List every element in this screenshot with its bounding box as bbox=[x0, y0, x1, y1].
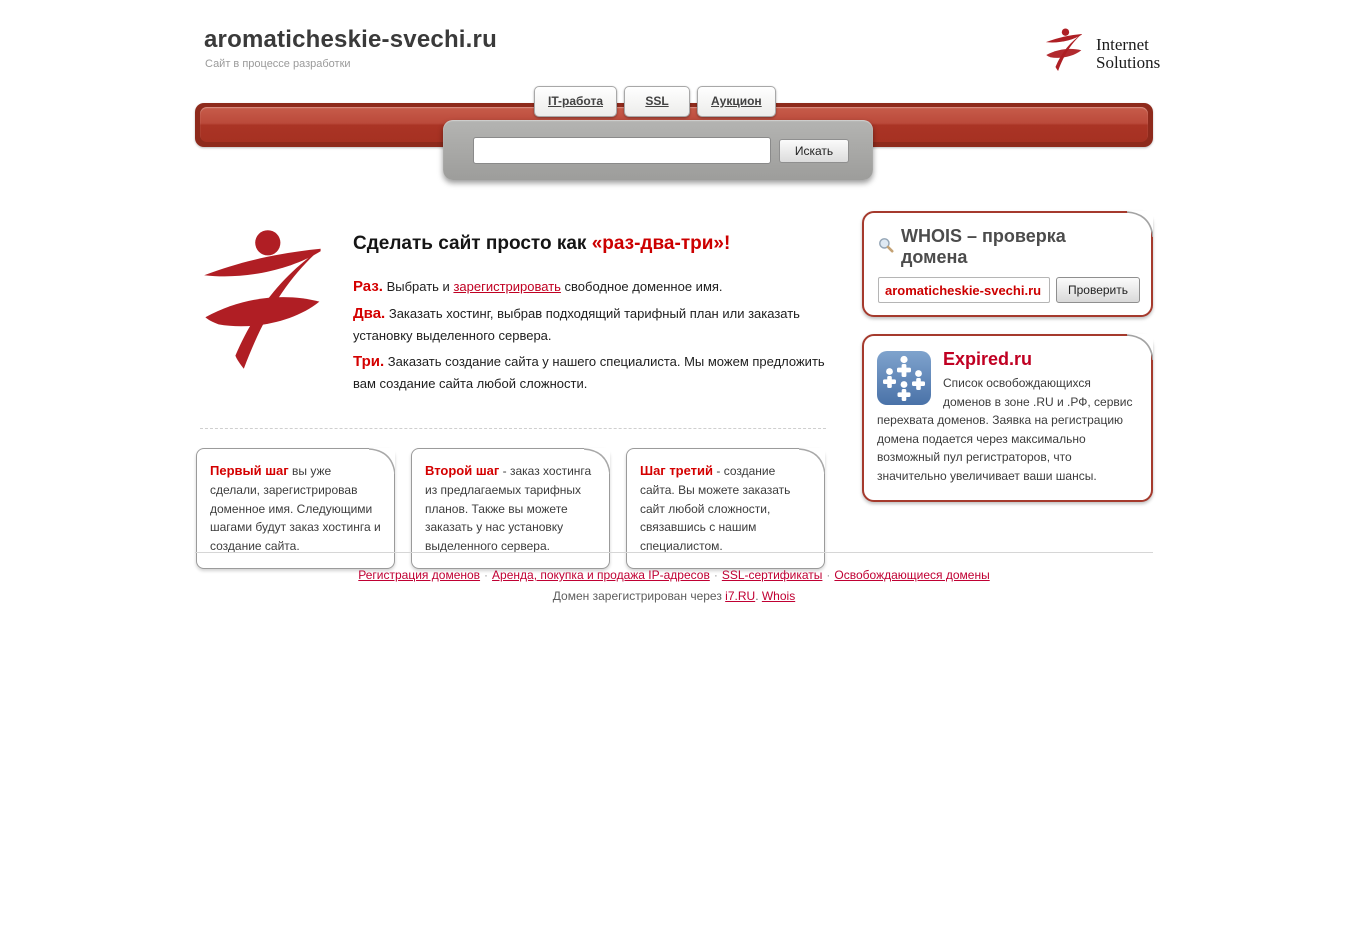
footer-link-domain-registration[interactable]: Регистрация доменов bbox=[358, 568, 481, 582]
footer-whois-link[interactable]: Whois bbox=[761, 589, 796, 603]
footer-link-ssl-certificates[interactable]: SSL-сертификаты bbox=[721, 568, 823, 582]
page-title: aromaticheskie-svechi.ru bbox=[204, 26, 497, 53]
step-box-first: Первый шаг вы уже сделали, зарегистрировав доменное имя. Следующими шагами будут заказ хостинга и создание сайта. bbox=[196, 448, 395, 569]
step-box-second: Второй шаг - заказ хостинга из предлагаемых тарифных планов. Также вы можете заказать у нас установку выделенного сервера. bbox=[411, 448, 610, 569]
intro-title: Сделать сайт просто как «раз-два-три»! bbox=[353, 233, 731, 254]
footer-link-expiring-domains[interactable]: Освобождающиеся домены bbox=[834, 568, 990, 582]
corner-fold-icon bbox=[584, 448, 610, 474]
corner-fold-icon bbox=[1127, 211, 1153, 237]
i7ru-link[interactable]: i7.RU bbox=[725, 589, 756, 603]
expired-box bbox=[862, 334, 1153, 502]
internet-solutions-figure-icon bbox=[1038, 27, 1090, 80]
footer-links: Регистрация доменов · Аренда, покупка и продажа IP-адресов · SSL-сертификаты · Освобождающиеся домены bbox=[358, 568, 990, 582]
brand-logo bbox=[1038, 27, 1160, 80]
expired-people-icon bbox=[877, 351, 931, 405]
page-subtitle: Сайт в процессе разработки bbox=[205, 58, 351, 70]
search-panel bbox=[443, 120, 873, 180]
tab-auktsion[interactable]: Аукцион bbox=[697, 86, 776, 117]
intro-step-one: Раз. Выбрать и зарегистрировать свободное доменное имя. bbox=[353, 278, 723, 295]
brand-name: Internet Solutions bbox=[1096, 34, 1161, 72]
expired-description: Список освобождающихся доменов в зоне .RU и .РФ, сервис перехвата доменов. Заявка на регистрацию домена подается через максимально возможный пул регистраторов, что значительно увеличивает ваши шансы. bbox=[877, 376, 1133, 483]
intro-step-two: Два. Заказать хостинг, выбрав подходящий тарифный план или заказать установку выделенного сервера. bbox=[353, 305, 800, 343]
intro-title-accent: «раз-два-три»! bbox=[591, 233, 731, 254]
step-lead: Шаг третий bbox=[640, 463, 714, 478]
intro-section bbox=[353, 233, 835, 398]
corner-fold-icon bbox=[369, 448, 395, 474]
whois-domain-input[interactable] bbox=[878, 277, 1050, 303]
footer-link-ip-addresses[interactable]: Аренда, покупка и продажа IP-адресов bbox=[492, 568, 710, 582]
step-box-third: Шаг третий - создание сайта. Вы можете заказать сайт любой сложности, связавшись с нашим специалистом. bbox=[626, 448, 825, 569]
search-input[interactable] bbox=[473, 137, 771, 164]
footer-divider bbox=[195, 552, 1153, 553]
search-button[interactable]: Искать bbox=[779, 139, 849, 163]
expired-title: Expired.ru bbox=[943, 349, 1033, 369]
tab-it-rabota[interactable]: IT-работа bbox=[534, 86, 617, 117]
whois-title: WHOIS – проверка домена bbox=[901, 226, 1066, 267]
intro-step-three: Три. Заказать создание сайта у нашего специалиста. Мы можем предложить вам создание сайта любой сложности. bbox=[353, 352, 825, 391]
magnifier-icon bbox=[878, 237, 894, 258]
step-lead: Второй шаг bbox=[425, 463, 500, 478]
register-link[interactable]: зарегистрировать bbox=[453, 279, 561, 294]
right-column bbox=[862, 211, 1153, 502]
step-lead: Первый шаг bbox=[210, 463, 289, 478]
steps-row bbox=[196, 448, 825, 569]
whois-form bbox=[878, 277, 1137, 303]
whois-check-button[interactable]: Проверить bbox=[1056, 277, 1140, 303]
content-area bbox=[195, 0, 1161, 940]
corner-fold-icon bbox=[799, 448, 825, 474]
footer-registration-note: Домен зарегистрирован через i7.RU. Whois bbox=[552, 589, 796, 603]
whois-box bbox=[862, 211, 1153, 317]
dashed-divider bbox=[200, 428, 826, 429]
corner-fold-icon bbox=[1127, 334, 1153, 360]
top-tabs bbox=[534, 86, 776, 117]
whois-header bbox=[878, 226, 1137, 268]
tab-ssl[interactable]: SSL bbox=[624, 86, 690, 117]
i7-figure-icon bbox=[203, 226, 323, 378]
